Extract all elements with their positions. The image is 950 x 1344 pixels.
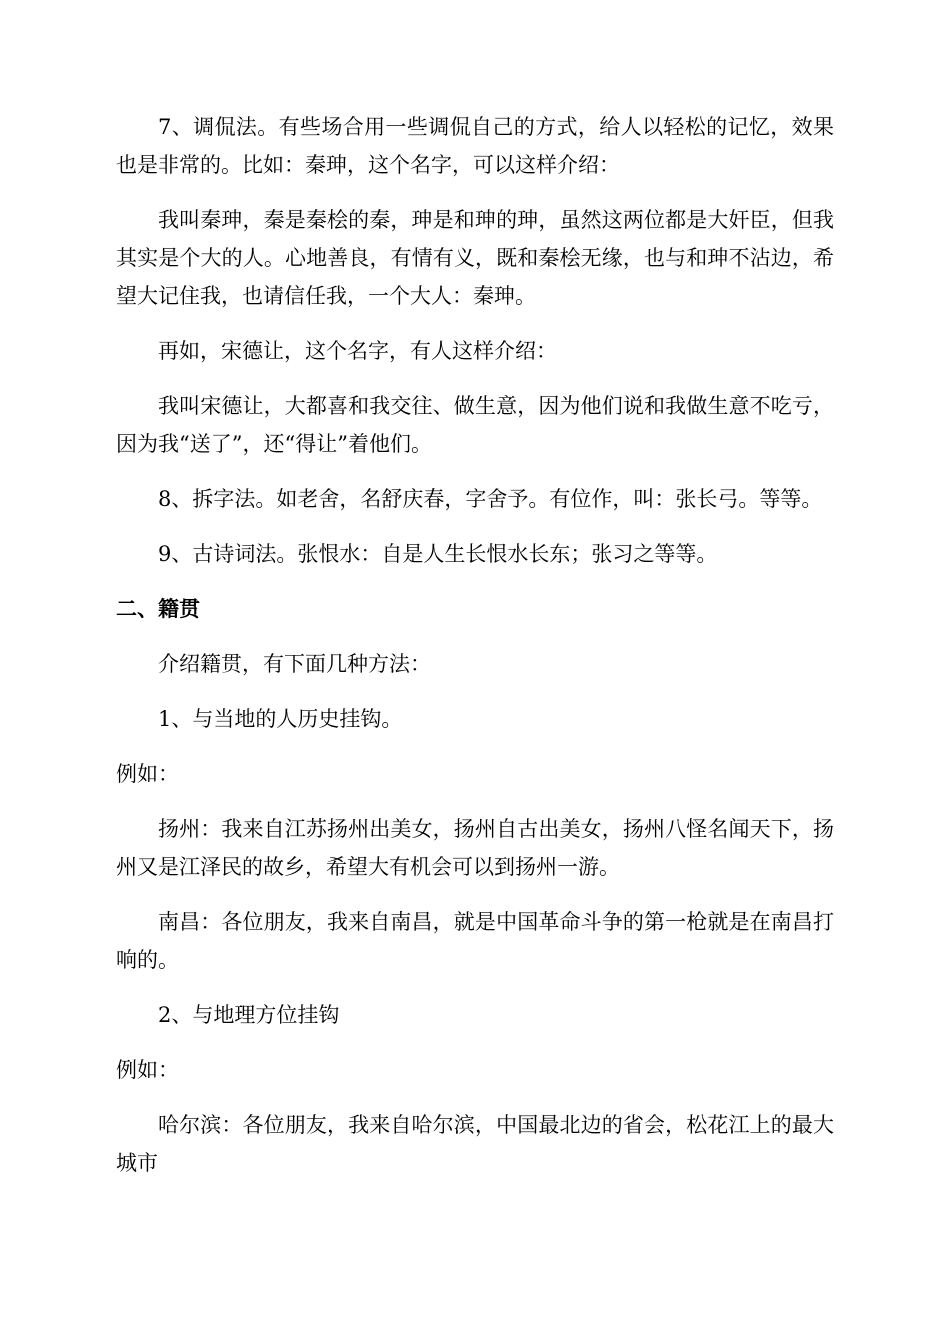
paragraph-qin-shen-example: 我叫秦珅，秦是秦桧的秦，珅是和珅的珅，虽然这两位都是大奸臣，但我其实是个大的人。心地善良，有情有义，既和秦桧无缘，也与和珅不沾边，希望大记住我，也请信任我，一个大人：秦珅。 <box>116 208 834 308</box>
paragraph-method-7: 7、调侃法。有些场合用一些调侃自己的方式，给人以轻松的记忆，效果也是非常的。比如：秦珅，这个名字，可以这样介绍： <box>116 115 834 177</box>
paragraph-song-derang-intro: 再如，宋德让，这个名字，有人这样介绍： <box>158 339 557 363</box>
document-page <box>116 108 834 1182</box>
paragraph-method-8: 8、拆字法。如老舍，名舒庆春，字舍予。有位作，叫：张长弓。等等。 <box>158 487 823 511</box>
paragraph-native-place-intro: 介绍籍贯，有下面几种方法： <box>158 652 431 676</box>
paragraph-harbin-example: 哈尔滨：各位朋友，我来自哈尔滨，中国最北边的省会，松花江上的最大城市 <box>116 1113 834 1175</box>
paragraph-example-label-1: 例如： <box>116 762 179 786</box>
paragraph-yangzhou-example: 扬州：我来自江苏扬州出美女，扬州自古出美女，扬州八怪名闻天下，扬州又是江泽民的故乡，希望大有机会可以到扬州一游。 <box>116 817 834 879</box>
paragraph-method-geography: 2、与地理方位挂钩 <box>158 1003 340 1027</box>
paragraph-example-label-2: 例如： <box>116 1058 179 1082</box>
paragraph-method-history: 1、与当地的人历史挂钩。 <box>158 707 403 731</box>
paragraph-song-derang-example: 我叫宋德让，大都喜和我交往、做生意，因为他们说和我做生意不吃亏，因为我“送了”，还“得让”着他们。 <box>116 394 834 456</box>
section-heading-native-place: 二、籍贯 <box>116 597 200 621</box>
paragraph-nanchang-example: 南昌：各位朋友，我来自南昌，就是中国革命斗争的第一枪就是在南昌打响的。 <box>116 910 834 972</box>
paragraph-method-9: 9、古诗词法。张恨水：自是人生长恨水长东；张习之等等。 <box>158 542 718 566</box>
